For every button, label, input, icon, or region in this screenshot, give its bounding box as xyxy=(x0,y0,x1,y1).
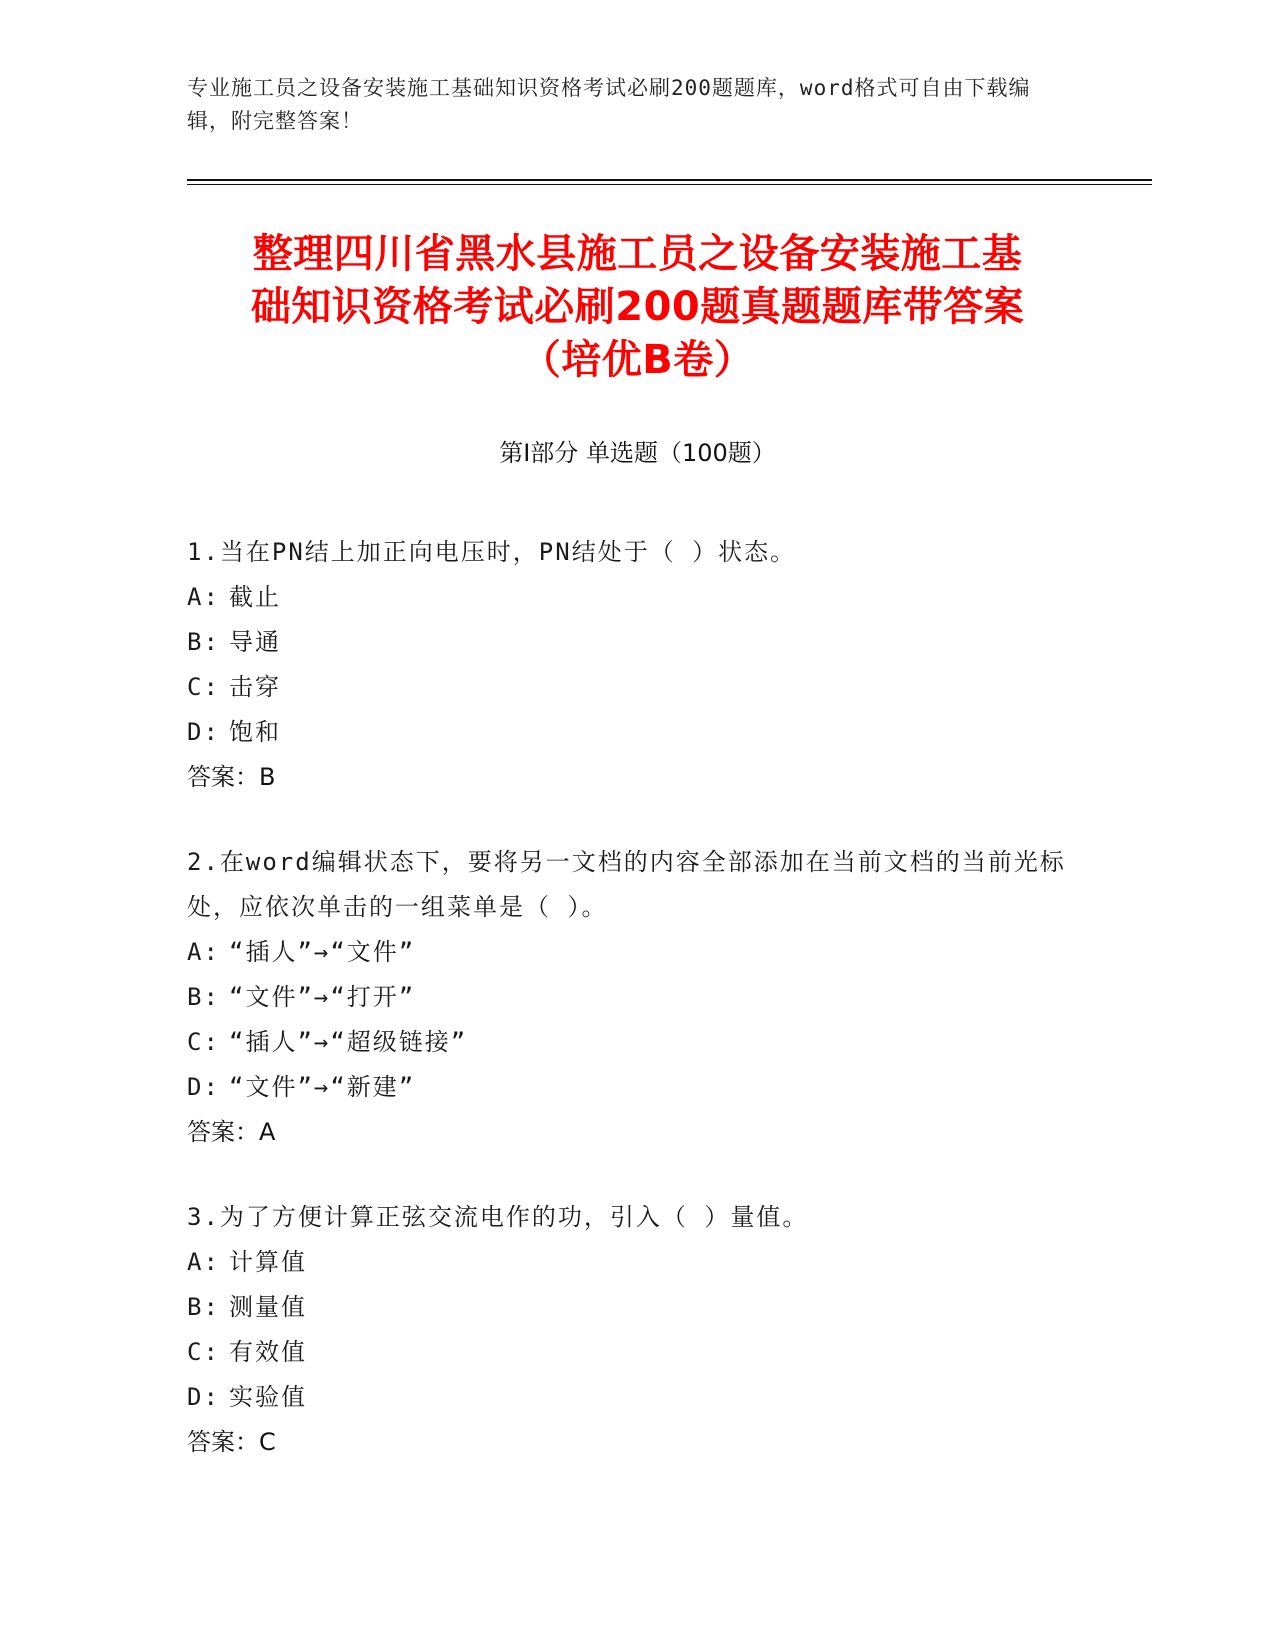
header-note: 专业施工员之设备安装施工基础知识资格考试必刷200题题库，word格式可自由下载编辑，附完整答案！ xyxy=(187,76,1031,133)
document-title-line-3: （培优B卷） xyxy=(520,337,755,383)
option-key: A: xyxy=(187,1248,220,1276)
option-text: 测量值 xyxy=(229,1293,307,1321)
option-text: “插人”→“超级链接” xyxy=(229,1028,468,1056)
document-title-line-2: 础知识资格考试必刷200题真题题库带答案 xyxy=(250,284,1025,330)
question-stem: 1.当在PN结上加正向电压时，PN结处于（ ）状态。 xyxy=(187,538,797,566)
answer-line: 答案：C xyxy=(187,1428,276,1456)
option-c xyxy=(187,1020,1087,1065)
question-3 xyxy=(187,1195,1087,1465)
answer-line: 答案：B xyxy=(187,763,276,791)
header-divider-thick xyxy=(187,179,1152,181)
option-key: D: xyxy=(187,1383,220,1411)
option-key: D: xyxy=(187,1073,220,1101)
option-key: A: xyxy=(187,938,220,966)
option-key: C: xyxy=(187,1028,220,1056)
option-text: 导通 xyxy=(229,628,281,656)
option-a xyxy=(187,1240,1087,1285)
option-key: B: xyxy=(187,1293,220,1321)
option-b xyxy=(187,620,1087,665)
option-text: “文件”→“打开” xyxy=(229,983,416,1011)
option-key: C: xyxy=(187,1338,220,1366)
option-key: B: xyxy=(187,983,220,1011)
option-text: “插人”→“文件” xyxy=(229,938,416,966)
answer-line: 答案：A xyxy=(187,1118,276,1146)
option-text: 有效值 xyxy=(229,1338,307,1366)
question-1 xyxy=(187,530,1087,800)
option-c xyxy=(187,1330,1087,1375)
option-a xyxy=(187,575,1087,620)
document-title xyxy=(170,228,1105,387)
option-text: 截止 xyxy=(229,583,281,611)
option-key: B: xyxy=(187,628,220,656)
option-a xyxy=(187,930,1087,975)
option-d xyxy=(187,710,1087,755)
option-b xyxy=(187,1285,1087,1330)
option-text: “文件”→“新建” xyxy=(229,1073,416,1101)
option-key: A: xyxy=(187,583,220,611)
option-c xyxy=(187,665,1087,710)
question-list xyxy=(187,530,1087,1505)
option-text: 击穿 xyxy=(229,673,281,701)
question-2 xyxy=(187,840,1087,1155)
header-divider-thin xyxy=(187,184,1152,185)
option-key: C: xyxy=(187,673,220,701)
question-stem: 3.为了方便计算正弦交流电作的功，引入（ ）量值。 xyxy=(187,1203,809,1231)
option-key: D: xyxy=(187,718,220,746)
question-stem: 2.在word编辑状态下，要将另一文档的内容全部添加在当前文档的当前光标处，应依次单击的一组菜单是（ ）。 xyxy=(187,848,1066,921)
document-title-line-1: 整理四川省黑水县施工员之设备安装施工基 xyxy=(252,231,1023,277)
option-d xyxy=(187,1375,1087,1420)
section-heading: 第Ⅰ部分 单选题（100题） xyxy=(499,439,776,467)
option-b xyxy=(187,975,1087,1020)
option-text: 饱和 xyxy=(229,718,281,746)
option-d xyxy=(187,1065,1087,1110)
option-text: 实验值 xyxy=(229,1383,307,1411)
option-text: 计算值 xyxy=(229,1248,307,1276)
